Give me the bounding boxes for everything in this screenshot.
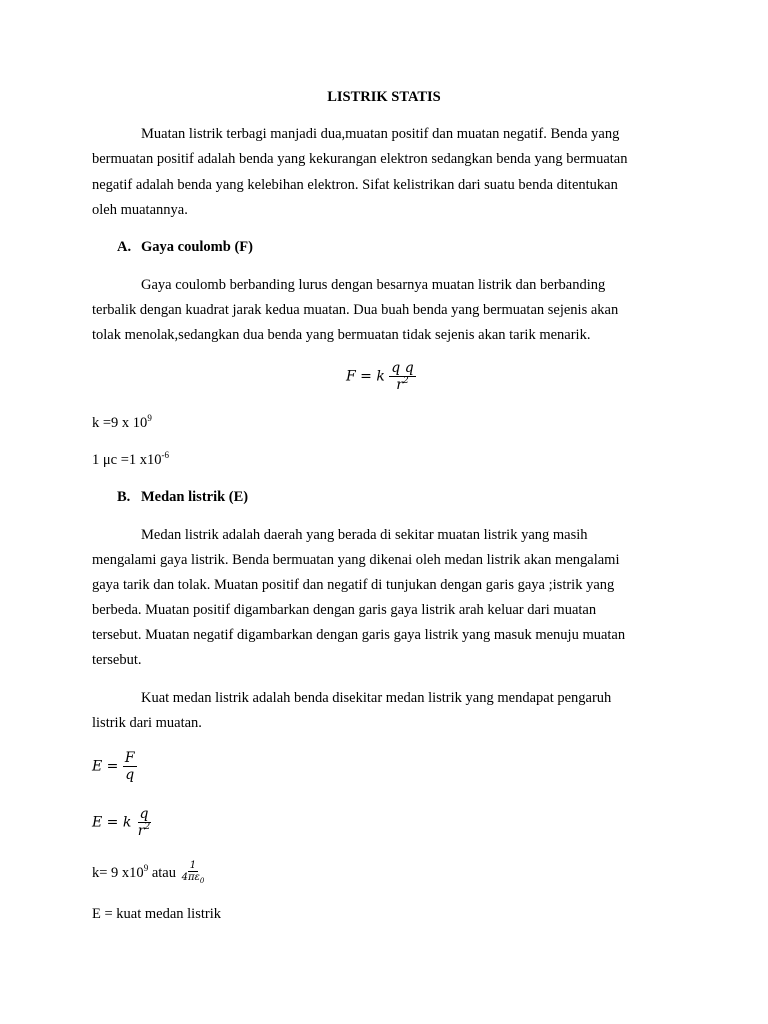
field-fraction-1 [123,750,137,783]
constant-k-a: k =9 x $10^9$ [92,413,152,431]
field-formula-1 [92,750,137,783]
coulomb-denominator: $r^2$ [396,376,409,393]
coulomb-numerator: q q [391,360,414,376]
intro-line-1: Muatan listrik terbagi manjadi dua,muatan positif dan muatan negatif. Benda yang [141,126,620,142]
section-b-heading: Medan listrik (E) [141,489,249,505]
field-definition: E = kuat medan listrik [92,906,221,922]
intro-line-2: bermuatan positif adalah benda yang kekurangan elektron sedangkan benda yang bermuatan [92,151,628,167]
section-b-p1-line-4: berbeda. Muatan positif digambarkan dengan garis gaya listrik arah keluar dari muatan [92,602,597,618]
section-b-p2-line-2: listrik dari muatan. [92,715,202,731]
field-numerator-2: q [139,806,149,822]
intro-line-4: oleh muatannya. [92,202,188,218]
coulomb-formula-lhs: F = k [346,368,385,385]
page-title: LISTRIK STATIS [327,89,441,105]
coulomb-formula [346,360,416,393]
field-formula-2-lhs: E = k [92,814,132,831]
field-fraction-2 [136,806,152,839]
field-numerator-1: F [124,750,135,766]
section-b-p1-line-6: tersebut. [92,652,142,668]
section-a-heading: Gaya coulomb (F) [141,239,253,255]
field-denominator-1: q [125,767,135,783]
coulomb-constant-fraction: $\frac{1}{4\pi\varepsilon_0}$ [181,860,205,885]
constant-microcoulomb: 1 μc =1 $x10^{-6}$ [92,450,170,468]
field-formula-2 [92,806,152,839]
section-a-line-3: tolak menolak,sedangkan dua benda yang bermuatan tidak sejenis akan tarik menarik. [92,327,591,343]
section-b-label: B. [117,489,131,505]
field-formula-1-lhs: E = [92,758,119,775]
section-b-p2-line-1: Kuat medan listrik adalah benda disekitar medan listrik yang mendapat pengaruh [141,690,612,706]
constant-k-b: k= 9 $x10^9$ atau $\frac{1}{4\pi\varepsilon_0}$ [92,860,205,885]
section-a-line-2: terbalik dengan kuadrat jarak kedua muatan. Dua buah benda yang bermuatan sejenis akan [92,302,619,318]
section-b-p1-line-3: gaya tarik dan tolak. Muatan positif dan negatif di tunjukan dengan garis gaya ;istrik yang [92,577,615,593]
field-denominator-2: $r^2$ [137,822,151,839]
section-b-p1-line-5: tersebut. Muatan negatif digambarkan dengan garis gaya listrik yang masuk menuju muatan [92,627,626,643]
section-a-line-1: Gaya coulomb berbanding lurus dengan besarnya muatan listrik dan berbanding [141,277,606,293]
intro-line-3: negatif adalah benda yang kelebihan elektron. Sifat kelistrikan dari suatu benda ditentukan [92,177,618,193]
section-a-label: A. [117,239,132,255]
section-b-p1-line-2: mengalami gaya listrik. Benda bermuatan yang dikenai oleh medan listrik akan mengalami [92,552,620,568]
coulomb-fraction [389,360,415,393]
section-b-p1-line-1: Medan listrik adalah daerah yang berada di sekitar muatan listrik yang masih [141,527,588,543]
